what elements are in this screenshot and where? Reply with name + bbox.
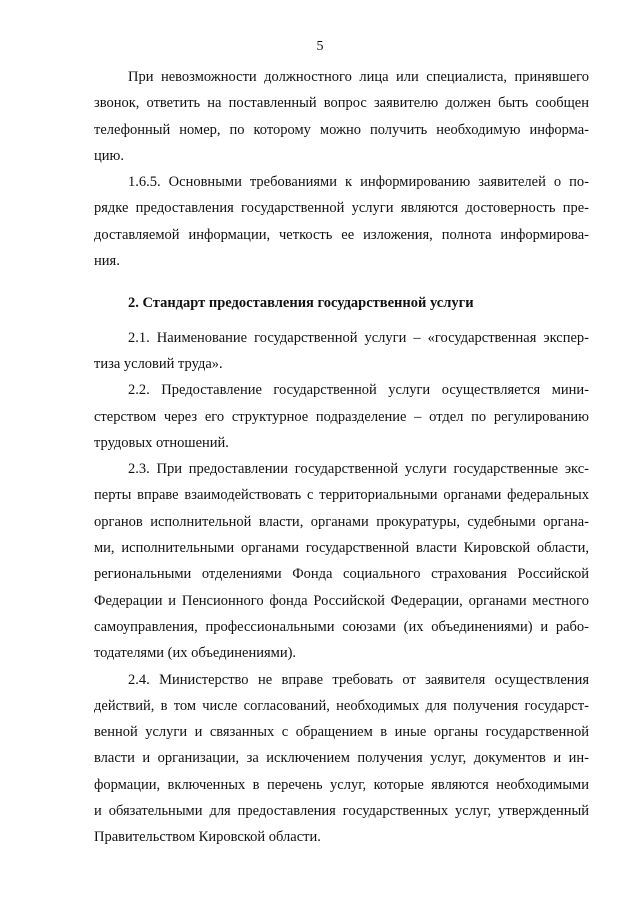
text-line: телефонный номер, по которому можно получить необходимую информа-	[94, 121, 589, 138]
paragraph-1-6-5	[94, 169, 589, 274]
text-line: 2.1. Наименование государственной услуги – «государственная экспер-	[128, 329, 589, 346]
paragraph-2-2	[94, 377, 589, 456]
text-line: Правительством Кировской области.	[94, 829, 321, 846]
text-line: 2.2. Предоставление государственной услуги осуществляется мини-	[128, 382, 589, 399]
text-line: Федерации и Пенсионного фонда Российской Федерации, органами местного	[94, 592, 589, 609]
spacer	[94, 317, 589, 325]
text-line: тодателями (их объединениями).	[94, 645, 297, 662]
text-line: цию.	[94, 147, 124, 164]
section-heading: 2. Стандарт предоставления государственной услуги	[128, 295, 474, 312]
text-line: региональными отделениями Фонда социального страхования Российской	[94, 566, 589, 583]
text-line: формации, включенных в перечень услуг, которые являются необходимыми	[94, 776, 589, 793]
text-line: доставляемой информации, четкость ее изложения, полнота информирова-	[94, 226, 589, 243]
text-line: венной услуги и связанных с обращением в иные органы государственной	[94, 724, 589, 741]
text-line: ми, исполнительными органами государственной власти Кировской области,	[94, 540, 589, 557]
text-line: самоуправления, профессиональными союзами (их объединениями) и рабо-	[94, 618, 589, 635]
text-line: перты вправе взаимодействовать с территориальными органами федеральных	[94, 487, 589, 504]
text-line: 2.3. При предоставлении государственной услуги государственные экс-	[128, 461, 589, 478]
text-line: и обязательными для предоставления государственных услуг, утвержденный	[94, 803, 589, 820]
text-line: действий, в том числе согласований, необходимых для получения государст-	[94, 697, 589, 714]
text-line: При невозможности должностного лица или специалиста, принявшего	[128, 69, 589, 85]
text-line: власти и организации, за исключением получения услуг, документов и ин-	[94, 750, 589, 767]
text-line: рядке предоставления государственной услуги являются достоверность пре-	[94, 200, 589, 217]
text-line: 1.6.5. Основными требованиями к информированию заявителей о по-	[128, 174, 589, 191]
paragraph-2-3	[94, 456, 589, 666]
paragraph-phone-info	[94, 64, 589, 169]
text-line: органов исполнительной власти, органами прокуратуры, судебными органа-	[94, 513, 589, 530]
spacer	[94, 274, 589, 290]
text-line: звонок, ответить на поставленный вопрос заявителю должен быть сообщен	[94, 95, 589, 112]
text-line: стерством через его структурное подразделение – отдел по регулированию	[94, 408, 589, 425]
paragraph-2-1	[94, 325, 589, 378]
text-line: тиза условий труда».	[94, 355, 223, 372]
text-line: 2.4. Министерство не вправе требовать от заявителя осуществления	[128, 671, 589, 688]
page-number: 5	[316, 39, 324, 54]
paragraph-2-4	[94, 667, 589, 851]
text-line: трудовых отношений.	[94, 434, 229, 451]
text-line: ния.	[94, 253, 120, 270]
document-body	[94, 64, 589, 851]
